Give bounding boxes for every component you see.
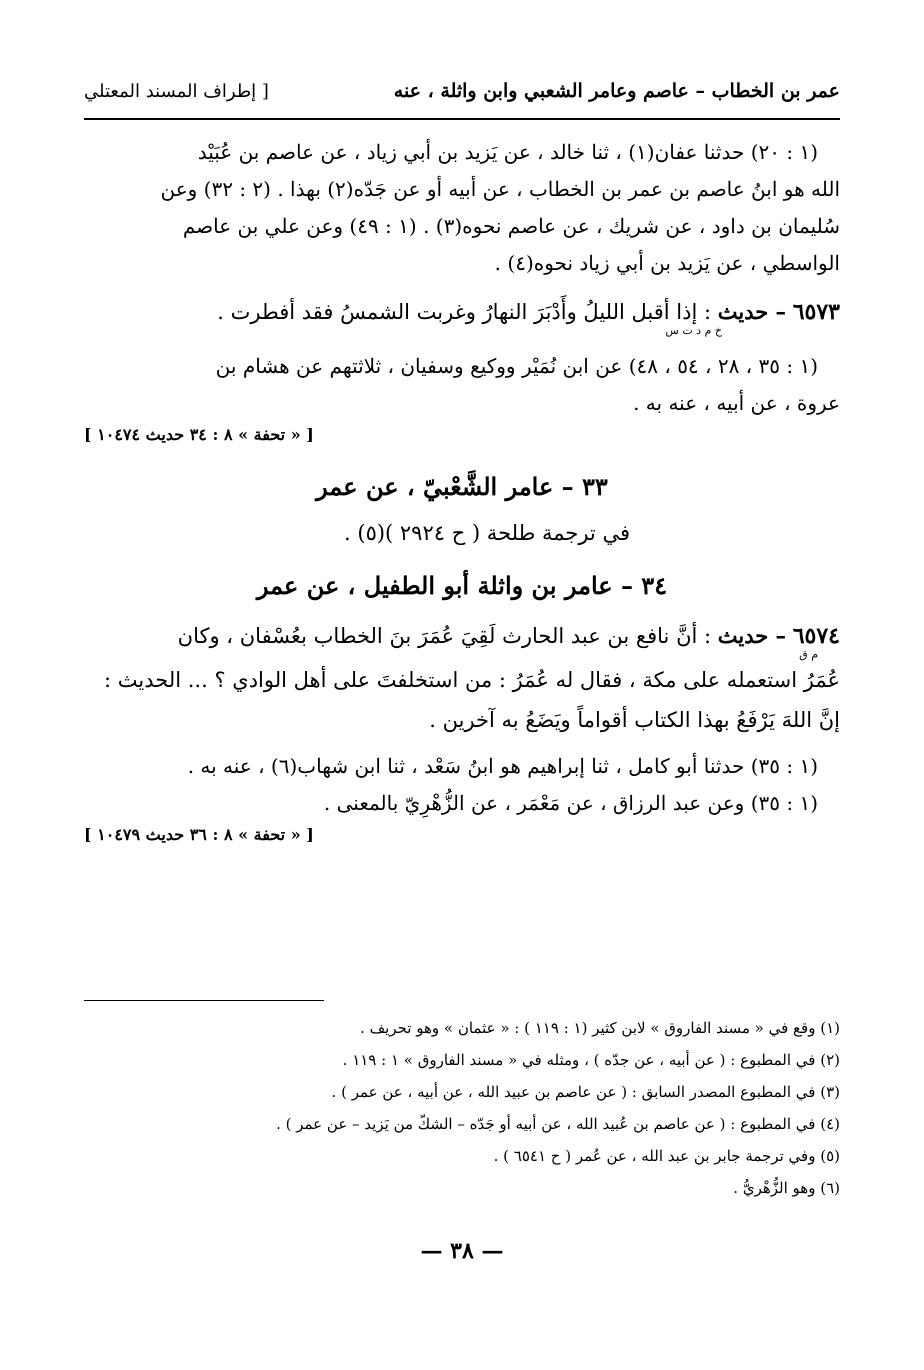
footnote: (٣) في المطبوع المصدر السابق : ( عن عاصم بن عبيد الله ، عن أبيه ، عن عمر ) . — [331, 1083, 840, 1101]
header-book-title: [ إطراف المسند المعتلي — [84, 81, 269, 102]
footnote-separator — [84, 1000, 324, 1001]
text-line: (١ : ٣٥ ، ٢٨ ، ٥٤ ، ٤٨) عن ابن نُمَيْر ووكيع وسفيان ، ثلاثتهم عن هشام بن — [215, 354, 818, 378]
section-title-34: ٣٤ – عامر بن واثلة أبو الطفيل ، عن عمر — [256, 571, 668, 600]
text-line: (١ : ٣٥) وعن عبد الرزاق ، عن مَعْمَر ، عن الزُّهْرِيّ بالمعنى . — [323, 791, 818, 815]
header-chapter-title: عمر بن الخطاب – عاصم وعامر الشعبي وابن واثلة ، عنه — [393, 80, 840, 102]
chain-block-1 — [84, 134, 840, 282]
footnotes — [84, 1012, 840, 1204]
hadith-text: : أنَّ نافع بن عبد الحارث لَقِيَ عُمَرَ بنَ الخطاب بعُسْفان ، وكان — [177, 624, 712, 648]
hadith-text: إنَّ اللهَ يَرْفَعُ بهذا الكتاب أقواماً ويَضَعُ به آخرين . — [429, 708, 840, 732]
section-33-note: في ترجمة طلحة ( ح ٢٩٢٤ )(٥) . — [344, 521, 630, 545]
footnote: (٦) وهو الزُّهْريُّ . — [733, 1179, 840, 1197]
footnote: (٤) في المطبوع : ( عن عاصم بن عُبيد الله ، عن أبيه أو جَدّه – الشكّ من يَزيد – عن عمر ) . — [276, 1115, 840, 1133]
text-line: الواسطي ، عن يَزيد بن أبي زياد نحوه(٤) . — [494, 251, 840, 275]
hadith-text: عُمَرُ استعمله على مكة ، فقال له عُمَرُ : من استخلفتَ على أهل الوادي ؟ ... الحديث : — [104, 668, 840, 692]
chain-block-2 — [84, 348, 840, 422]
hadith-text: : إذا أقبل الليلُ وأَدْبَرَ النهارُ وغربت الشمسُ فقد أفطرت . — [217, 300, 712, 324]
hadith-6573 — [84, 292, 840, 336]
text-line: عروة ، عن أبيه ، عنه به . — [633, 391, 840, 415]
source-sigla: م ق — [799, 648, 818, 661]
tuhfa-reference: [ « تحفة » ٨ : ٣٤ حديث ١٠٤٧٤ ] — [84, 425, 314, 444]
section-title-33: ٣٣ – عامر الشَّعْبيّ ، عن عمر — [316, 472, 608, 501]
hadith-label: – حديث — [717, 623, 787, 648]
chain-block-3 — [84, 748, 840, 822]
text-line: الله هو ابنُ عاصم بن عمر بن الخطاب ، عن أبيه أو عن جَدّه(٢) بهذا . (٢ : ٣٢) وعن — [160, 177, 840, 201]
footnote: (٥) وفي ترجمة جابر بن عبد الله ، عن عُمر ( ح ٦٥٤١ ) . — [493, 1147, 840, 1165]
source-sigla: خ م د ت س — [665, 324, 722, 337]
text-line: سُليمان بن داود ، عن شريك ، عن عاصم نحوه(٣) . (١ : ٤٩) وعن علي بن عاصم — [182, 214, 840, 238]
hadith-number: ٦٥٧٣ — [792, 299, 840, 325]
hadith-6574 — [84, 616, 840, 740]
page-number: — ٣٨ — — [420, 1238, 504, 1264]
tuhfa-reference: [ « تحفة » ٨ : ٣٦ حديث ١٠٤٧٩ ] — [84, 825, 314, 844]
hadith-number: ٦٥٧٤ — [792, 623, 840, 649]
running-header — [84, 80, 840, 120]
text-line: (١ : ٣٥) حدثنا أبو كامل ، ثنا إبراهيم هو ابنُ سَعْد ، ثنا ابن شهاب(٦) ، عنه به . — [187, 754, 818, 778]
footnote: (١) وقع في « مسند الفاروق » لابن كثير (١ : ١١٩ ) : « عثمان » وهو تحريف . — [360, 1019, 840, 1037]
footnote: (٢) في المطبوع : ( عن أبيه ، عن جدّه ) ، ومثله في « مسند الفاروق » ١ : ١١٩ . — [342, 1051, 840, 1069]
hadith-label: – حديث — [717, 299, 787, 324]
text-line: (١ : ٢٠) حدثنا عفان(١) ، ثنا خالد ، عن يَزيد بن أبي زياد ، عن عاصم بن عُبَيْد — [197, 140, 818, 164]
page-body — [84, 80, 840, 848]
